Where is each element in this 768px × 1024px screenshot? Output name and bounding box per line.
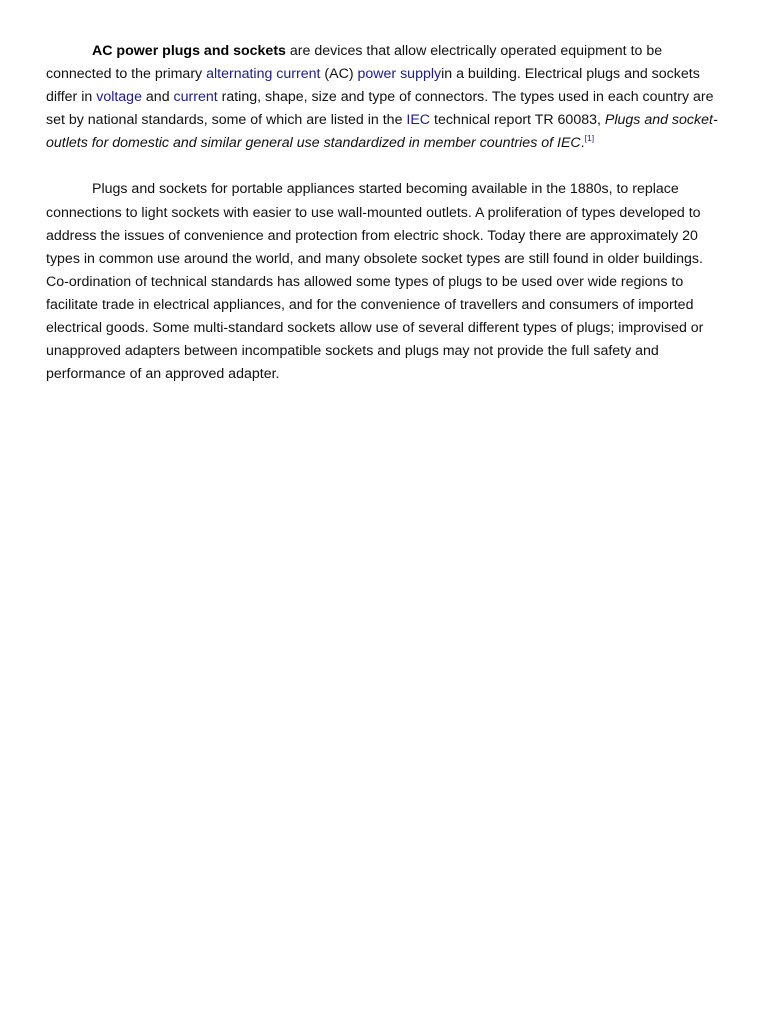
link-voltage[interactable]: voltage [96,89,142,106]
link-alternating-current[interactable]: alternating current [206,66,321,83]
reference-link[interactable]: [1] [584,133,595,144]
paragraph-intro [46,40,722,155]
intro-text-d: and [141,89,174,106]
intro-text-a: are devices that allow electrically operated equipment to be connected to the primary [46,43,663,83]
history-text: Plugs and sockets for portable appliances started becoming available in the 1880s, to replace connections to light sockets with easier to use wall-mounted outlets. A proliferation of types developed to address the issues of convenience and protection from electric shock. Today there are approximately 20 types in common use around the world, and many obsolete socket types are still found in older buildings. Co-ordination of technical standards has allowed some types of plugs to be used over wide regions to facilitate trade in electrical appliances, and for the convenience of travellers and consumers of imported electrical goods. Some multi-standard sockets allow use of several different types of plugs; improvised or unapproved adapters between incompatible sockets and plugs may not provide the full safety and performance of an approved adapter. [46,181,704,383]
link-power-supply[interactable]: power supply [357,66,442,83]
intro-text-f: technical report TR 60083, [430,112,605,129]
document-page [46,40,722,409]
link-current[interactable]: current [173,89,218,106]
report-title: Plugs and socket-outlets for domestic and similar general use standardized in member countries of IEC [46,112,718,152]
link-iec[interactable]: IEC [406,112,431,129]
paragraph-history [46,178,722,386]
intro-text-g: . [580,135,585,152]
intro-text-b: (AC) [320,66,358,83]
bold-term: AC power plugs and sockets [92,43,286,59]
intro-text-e: rating, shape, size and type of connectors. The types used in each country are set by national standards, some of which are listed in the [46,89,714,129]
intro-text-c: in a building. Electrical plugs and sockets differ in [46,66,700,106]
